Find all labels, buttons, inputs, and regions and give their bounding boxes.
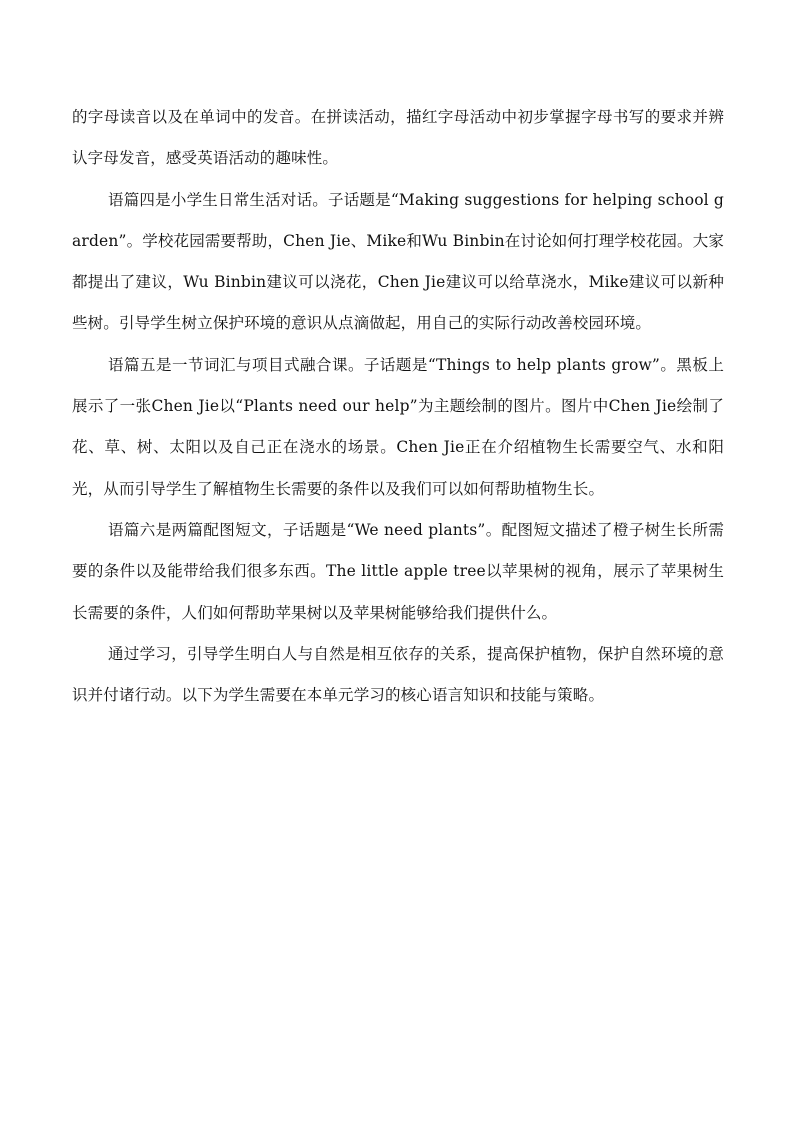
paragraph-text-four: 语篇四是小学生日常生活对话。子话题是“Making suggestions for helping school garden”。学校花园需要帮助，Chen Jie、Mike和Wu Binbin在讨论如何打理学校花园。大家都提出了建议，Wu Binbin建议可以浇花，Chen Jie建议可以给草浇水，Mike建议可以新种些树。引导学生树立保护环境的意识从点滴做起，用自己的实际行动改善校园环境。 <box>72 190 724 333</box>
paragraph-continuation: 的字母读音以及在单词中的发音。在拼读活动，描红字母活动中初步掌握字母书写的要求并辨认字母发音，感受英语活动的趣味性。 <box>72 108 724 168</box>
paragraph-summary: 通过学习，引导学生明白人与自然是相互依存的关系，提高保护植物，保护自然环境的意识并付诸行动。以下为学生需要在本单元学习的核心语言知识和技能与策略。 <box>72 644 724 705</box>
paragraph-text-five: 语篇五是一节词汇与项目式融合课。子话题是“Things to help plants grow”。黑板上展示了一张Chen Jie以“Plants need our help”为主题绘制的图片。图片中Chen Jie绘制了花、草、树、太阳以及自己正在浇水的场景。Chen Jie正在介绍植物生长需要空气、水和阳光，从而引导学生了解植物生长需要的条件以及我们可以如何帮助植物生长。 <box>72 355 724 498</box>
document-body <box>72 97 724 716</box>
paragraph-text-six: 语篇六是两篇配图短文，子话题是“We need plants”。配图短文描述了橙子树生长所需要的条件以及能带给我们很多东西。The little apple tree以苹果树的视角，展示了苹果树生长需要的条件，人们如何帮助苹果树以及苹果树能够给我们提供什么。 <box>72 520 724 622</box>
